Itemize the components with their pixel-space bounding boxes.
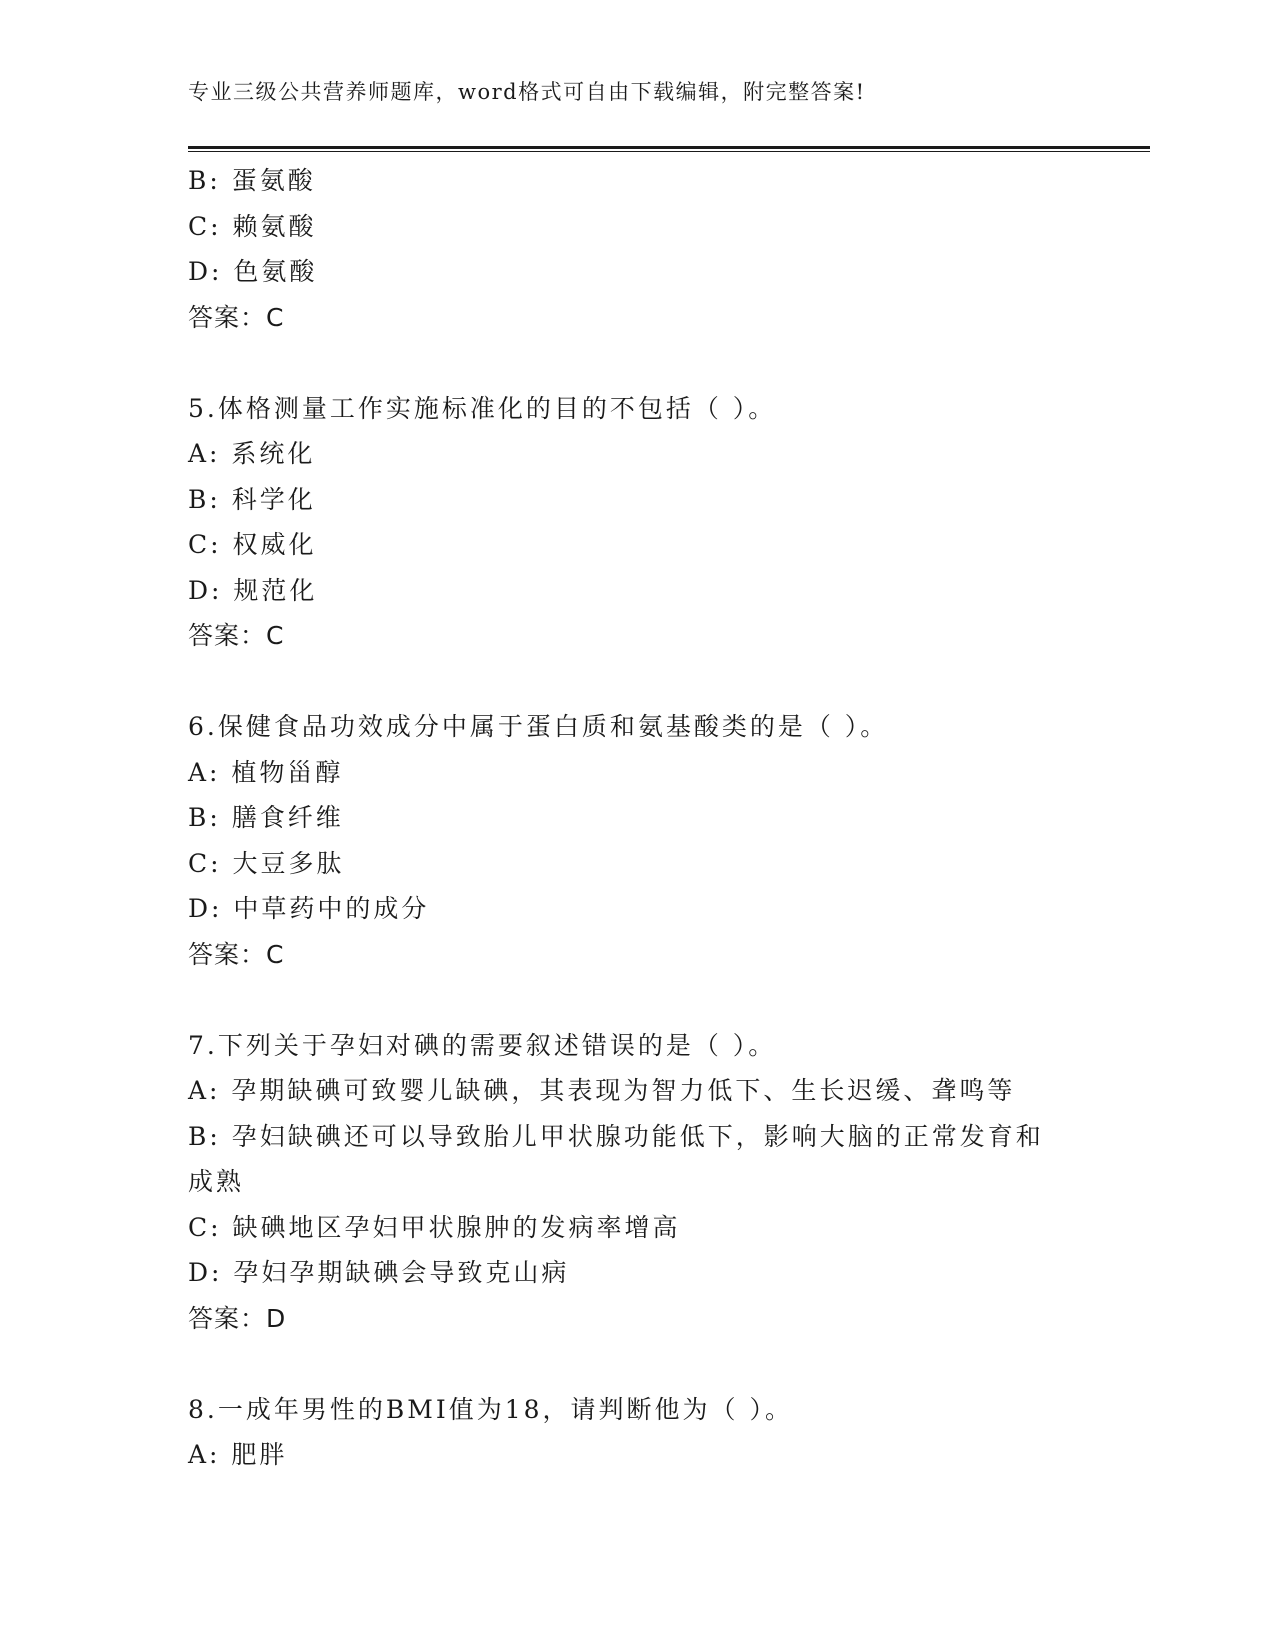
option-d: D: 中草药中的成分 (188, 894, 430, 923)
answer-line: 答案：C (188, 621, 285, 650)
header-rule-thick (188, 146, 1150, 149)
spacer (188, 1341, 1088, 1387)
question-stem: 5.体格测量工作实施标准化的目的不包括（ ）。 (188, 393, 777, 423)
option-b: B: 膳食纤维 (188, 803, 344, 832)
answer-line: 答案：C (188, 939, 285, 969)
spacer (188, 340, 1088, 386)
option-c: C: 赖氨酸 (188, 211, 317, 241)
option-a: A: 系统化 (188, 439, 316, 468)
option-a: A: 孕期缺碘可致婴儿缺碘，其表现为智力低下、生长迟缓、聋鸣等 (188, 1076, 1016, 1105)
question-block-7 (188, 1023, 1088, 1342)
question-block-6 (188, 704, 1088, 977)
spacer (188, 977, 1088, 1023)
option-a: A: 植物甾醇 (188, 757, 344, 787)
question-list (188, 158, 1088, 1478)
question-block-5 (188, 386, 1088, 659)
option-c: C: 大豆多肽 (188, 848, 345, 878)
page-header: 专业三级公共营养师题库，word格式可自由下载编辑，附完整答案! (188, 80, 866, 104)
option-d: D: 色氨酸 (188, 257, 318, 286)
option-b: B: 蛋氨酸 (188, 166, 316, 195)
answer-line: 答案：C (188, 302, 285, 332)
option-c: C: 缺碘地区孕妇甲状腺肿的发病率增高 (188, 1212, 681, 1242)
header-rule-thin (188, 151, 1150, 152)
option-b: B: 孕妇缺碘还可以导致胎儿甲状腺功能低下，影响大脑的正常发育和 (188, 1121, 1044, 1151)
question-stem: 8.一成年男性的BMI值为18，请判断他为（ ）。 (188, 1394, 793, 1424)
question-block-prev (188, 158, 1088, 340)
option-d: D: 规范化 (188, 575, 318, 605)
option-d: D: 孕妇孕期缺碘会导致克山病 (188, 1258, 570, 1287)
spacer (188, 659, 1088, 705)
option-b: B: 科学化 (188, 484, 316, 514)
option-a: A: 肥胖 (188, 1440, 288, 1469)
option-b-continued: 成熟 (188, 1167, 245, 1196)
question-block-8 (188, 1387, 1088, 1478)
question-stem: 6.保健食品功效成分中属于蛋白质和氨基酸类的是（ ）。 (188, 712, 889, 741)
question-stem: 7.下列关于孕妇对碘的需要叙述错误的是（ ）。 (188, 1030, 777, 1060)
answer-line: 答案：D (188, 1303, 287, 1333)
option-c: C: 权威化 (188, 530, 317, 559)
